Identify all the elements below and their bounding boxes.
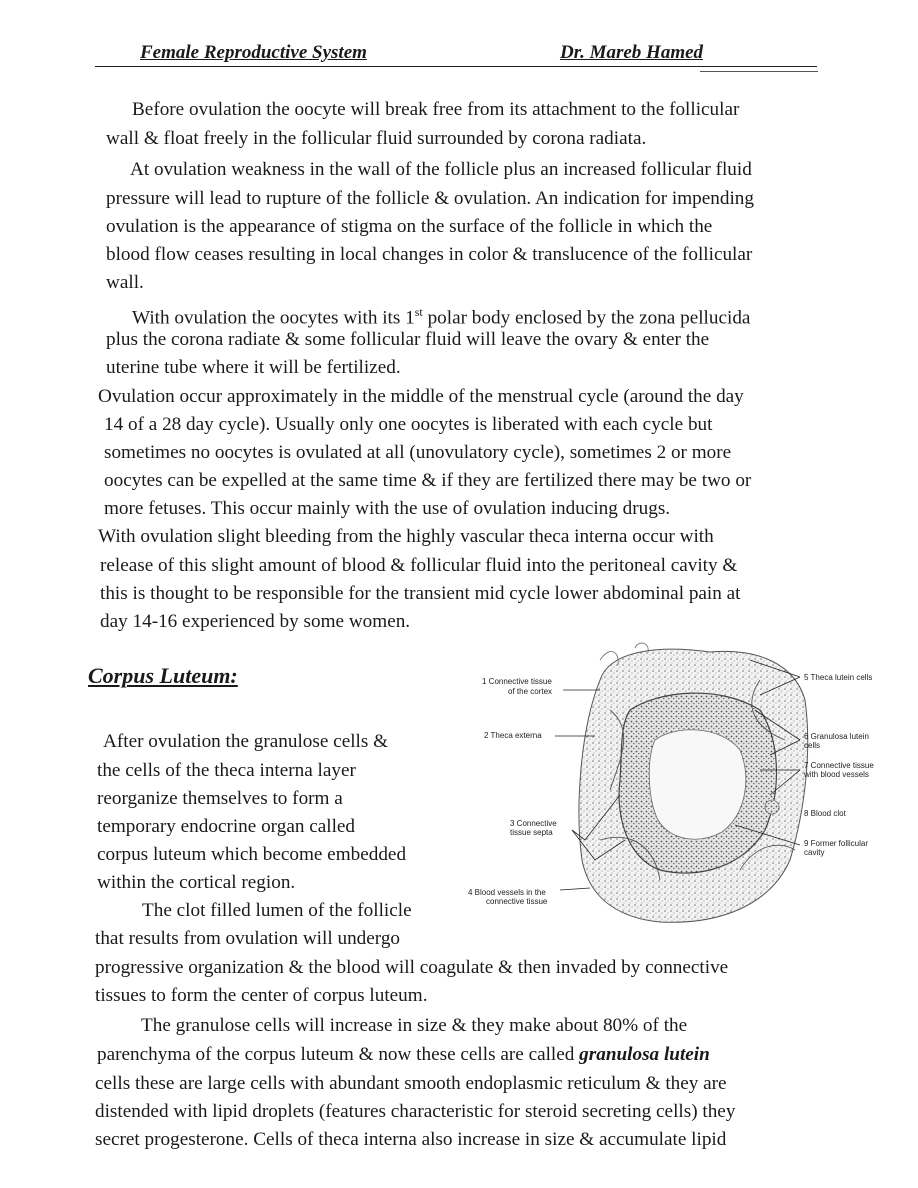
label-former-follicular-cavity: 9 Former follicular [804, 839, 869, 848]
label-connective-tissue-vessels: 7 Connective tissue [804, 761, 874, 770]
label-former-follicular-cavity-2: cavity [804, 848, 825, 857]
body-line: day 14-16 experienced by some women. [100, 611, 411, 632]
body-line: uterine tube where it will be fertilized. [106, 357, 401, 378]
corpus-line: secret progesterone. Cells of theca interna also increase in size & accumulate lipid [95, 1129, 727, 1150]
granulosa-lutein-emphasis: granulosa lutein [579, 1044, 710, 1065]
body-line: wall & float freely in the follicular fluid surrounded by corona radiata. [106, 128, 647, 149]
label-blood-vessels: 4 Blood vessels in the [468, 888, 546, 897]
body-line: plus the corona radiate & some follicular fluid will leave the ovary & enter the [106, 329, 710, 350]
label-connective-tissue-septa: 3 Connective [510, 819, 557, 828]
label-connective-tissue-cortex-2: of the cortex [508, 687, 553, 696]
corpus-line: within the cortical region. [97, 872, 296, 893]
body-line: pressure will lead to rupture of the follicle & ovulation. An indication for impending [106, 188, 754, 209]
corpus-line: progressive organization & the blood will coagulate & then invaded by connective [95, 957, 729, 978]
label-theca-externa: 2 Theca externa [484, 731, 542, 740]
label-connective-tissue-cortex: 1 Connective tissue [482, 677, 552, 686]
corpus-line: distended with lipid droplets (features characteristic for steroid secreting cells) they [95, 1101, 736, 1122]
corpus-line: temporary endocrine organ called [97, 816, 356, 837]
corpus-line: cells these are large cells with abundant smooth endoplasmic reticulum & they are [95, 1073, 727, 1094]
body-line: At ovulation weakness in the wall of the follicle plus an increased follicular fluid [130, 159, 752, 180]
corpus-line [97, 1042, 710, 1068]
corpus-luteum-figure [460, 640, 905, 940]
body-line: 14 of a 28 day cycle). Usually only one oocytes is liberated with each cycle but [104, 414, 713, 435]
label-granulosa-lutein-cells: 6 Granulosa lutein [804, 732, 869, 741]
corpus-line: After ovulation the granulose cells & [103, 731, 389, 752]
parenchyma-text: parenchyma of the corpus luteum & now these cells are called [97, 1044, 580, 1065]
section-heading-corpus-luteum: Corpus Luteum: [88, 663, 238, 688]
label-blood-clot: 8 Blood clot [804, 809, 846, 818]
header-rule-secondary [700, 71, 818, 72]
body-line: wall. [106, 272, 144, 293]
label-connective-tissue-vessels-2: with blood vessels [804, 770, 869, 779]
corpus-line: corpus luteum which become embedded [97, 844, 407, 865]
header-rule [95, 66, 817, 67]
corpus-line: that results from ovulation will undergo [95, 928, 401, 949]
corpus-line: reorganize themselves to form a [97, 788, 343, 809]
body-line: Ovulation occur approximately in the middle of the menstrual cycle (around the day [98, 386, 744, 407]
body-line: With ovulation slight bleeding from the highly vascular theca interna occur with [98, 526, 714, 547]
body-line: Before ovulation the oocyte will break free from its attachment to the follicular [132, 99, 740, 120]
label-theca-lutein-cells: 5 Theca lutein cells [804, 673, 873, 682]
label-blood-vessels-2: connective tissue [486, 897, 548, 906]
header-right-author: Dr. Mareb Hamed [560, 42, 704, 63]
body-line: oocytes can be expelled at the same time & if they are fertilized there may be two or [104, 470, 752, 491]
body-line: release of this slight amount of blood & follicular fluid into the peritoneal cavity & [100, 555, 738, 576]
label-granulosa-lutein-cells-2: cells [804, 741, 821, 750]
header-left-title: Female Reproductive System [140, 42, 367, 63]
corpus-line: The granulose cells will increase in size & they make about 80% of the [141, 1015, 688, 1036]
micrograph-drawing [579, 643, 808, 922]
body-line: more fetuses. This occur mainly with the use of ovulation inducing drugs. [104, 498, 671, 519]
corpus-line: The clot filled lumen of the follicle [142, 900, 412, 921]
body-line: sometimes no oocytes is ovulated at all (unovulatory cycle), sometimes 2 or more [104, 442, 732, 463]
corpus-line: the cells of the theca interna layer [97, 760, 356, 781]
body-line: blood flow ceases resulting in local changes in color & translucence of the follicular [106, 244, 753, 265]
label-connective-tissue-septa-2: tissue septa [510, 828, 553, 837]
body-line: With ovulation the oocytes with its 1st polar body enclosed by the zona pellucida [132, 305, 751, 329]
corpus-line: tissues to form the center of corpus luteum. [95, 985, 428, 1006]
body-line: ovulation is the appearance of stigma on the surface of the follicle in which the [106, 216, 713, 237]
body-line: this is thought to be responsible for the transient mid cycle lower abdominal pain at [100, 583, 741, 604]
